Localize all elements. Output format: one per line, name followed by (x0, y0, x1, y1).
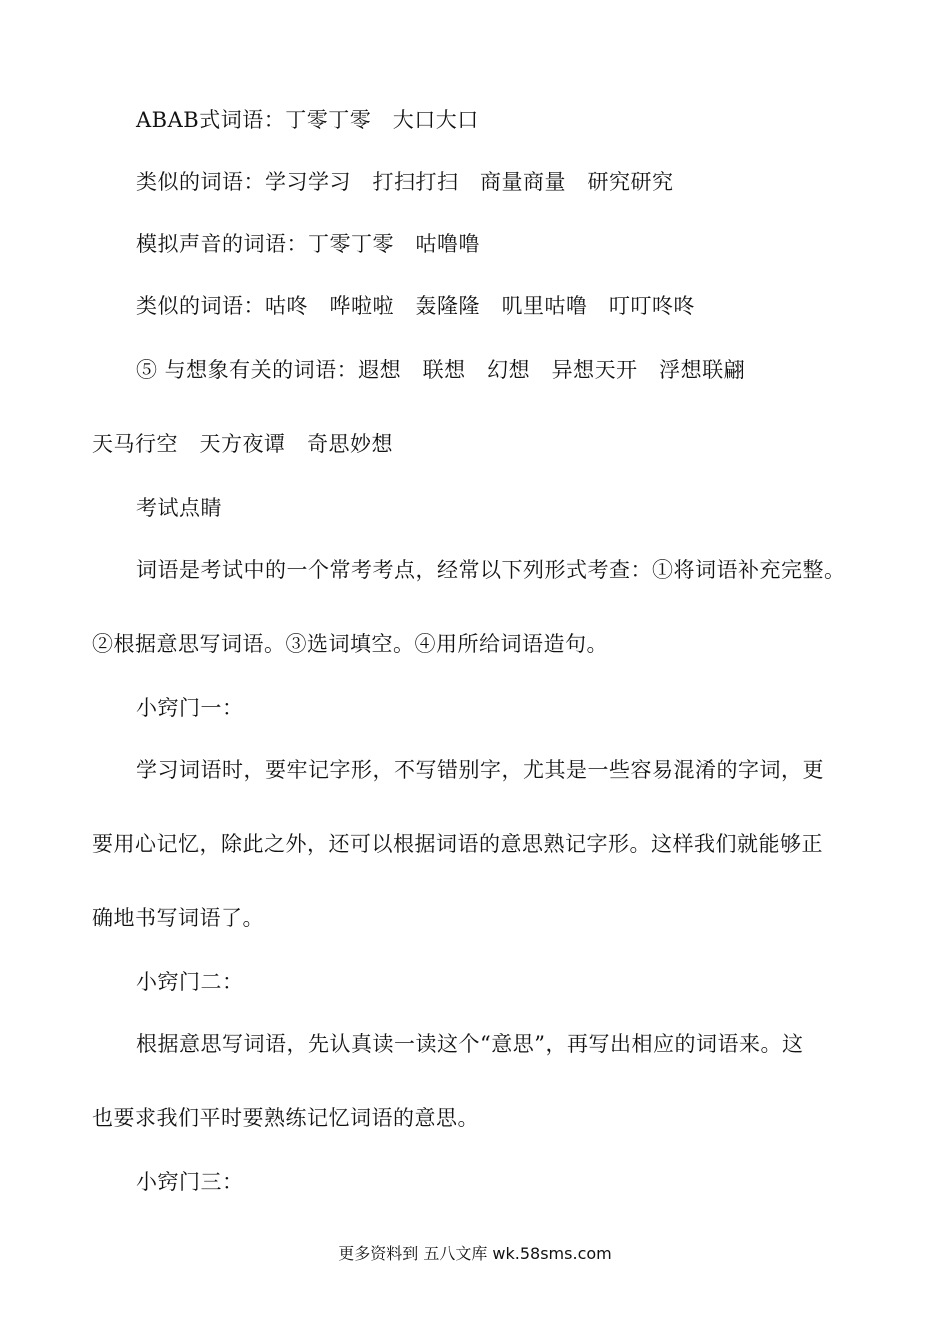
text-line-exam-forms-cont: ②根据意思写词语。③选词填空。④用所给词语造句。 (92, 632, 608, 656)
text-line-abab-words: ABAB式词语：丁零丁零 大口大口 (136, 108, 479, 132)
text-line-exam-forms: 词语是考试中的一个常考考点，经常以下列形式考查：①将词语补充完整。 (136, 558, 846, 582)
text-line-similar-words-2: 类似的词语：咕咚 哗啦啦 轰隆隆 叽里咕噜 叮叮咚咚 (136, 294, 695, 318)
text-line-tip-two-2: 也要求我们平时要熟练记忆词语的意思。 (92, 1106, 479, 1130)
page-footer: 更多资料到 五八文库 wk.58sms.com (338, 1244, 612, 1263)
section-heading-tip-three: 小窍门三： (136, 1170, 244, 1194)
text-line-tip-two-1: 根据意思写词语，先认真读一读这个“意思”，再写出相应的词语来。这 (136, 1032, 804, 1056)
section-heading-tip-one: 小窍门一： (136, 696, 244, 720)
section-heading-exam-tips: 考试点睛 (136, 496, 222, 520)
text-line-imagination-cont: 天马行空 天方夜谭 奇思妙想 (92, 432, 393, 456)
text-line-similar-words-1: 类似的词语：学习学习 打扫打扫 商量商量 研究研究 (136, 170, 674, 194)
text-line-imagination-words: ⑤ 与想象有关的词语：遐想 联想 幻想 异想天开 浮想联翩 (136, 358, 746, 382)
text-line-sound-words: 模拟声音的词语：丁零丁零 咕噜噜 (136, 232, 480, 256)
text-line-tip-one-2: 要用心记忆，除此之外，还可以根据词语的意思熟记字形。这样我们就能够正 (92, 832, 823, 856)
text-line-tip-one-1: 学习词语时，要牢记字形，不写错别字，尤其是一些容易混淆的字词，更 (136, 758, 824, 782)
section-heading-tip-two: 小窍门二： (136, 970, 244, 994)
text-line-tip-one-3: 确地书写词语了。 (92, 906, 264, 930)
